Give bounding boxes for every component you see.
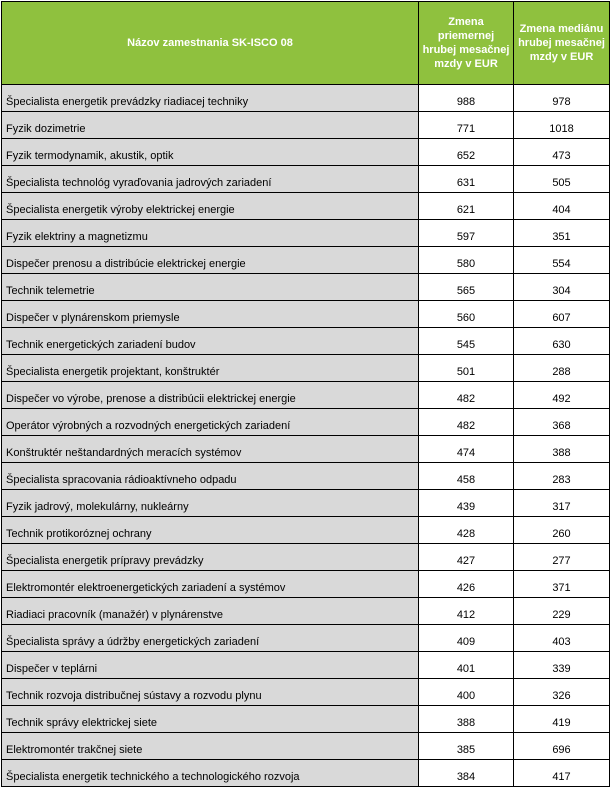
occupation-cell: Elektromontér trakčnej siete	[2, 733, 419, 760]
table-row	[2, 706, 610, 733]
avg-wage-change-cell: 631	[419, 166, 514, 193]
avg-wage-change-cell: 482	[419, 382, 514, 409]
occupation-cell: Špecialista energetik prevádzky riadiacej techniky	[2, 85, 419, 112]
table-row	[2, 598, 610, 625]
avg-wage-change-cell: 401	[419, 652, 514, 679]
median-wage-change-cell: 368	[514, 409, 610, 436]
occupation-cell: Technik správy elektrickej siete	[2, 706, 419, 733]
avg-wage-change-cell: 988	[419, 85, 514, 112]
median-wage-change-cell: 260	[514, 517, 610, 544]
table-row	[2, 247, 610, 274]
median-wage-change-cell: 371	[514, 571, 610, 598]
table-row	[2, 733, 610, 760]
avg-wage-change-cell: 771	[419, 112, 514, 139]
salary-change-table	[1, 1, 610, 787]
occupation-cell: Dispečer prenosu a distribúcie elektrickej energie	[2, 247, 419, 274]
table-row	[2, 679, 610, 706]
avg-wage-change-cell: 439	[419, 490, 514, 517]
occupation-cell: Elektromontér elektroenergetických zariadení a systémov	[2, 571, 419, 598]
median-wage-change-cell: 288	[514, 355, 610, 382]
median-wage-change-cell: 229	[514, 598, 610, 625]
median-wage-change-cell: 554	[514, 247, 610, 274]
occupation-cell: Technik telemetrie	[2, 274, 419, 301]
column-header-occupation: Názov zamestnania SK-ISCO 08	[2, 2, 419, 85]
avg-wage-change-cell: 426	[419, 571, 514, 598]
median-wage-change-cell: 388	[514, 436, 610, 463]
table-row	[2, 355, 610, 382]
occupation-cell: Technik protikoróznej ochrany	[2, 517, 419, 544]
occupation-cell: Technik rozvoja distribučnej sústavy a rozvodu plynu	[2, 679, 419, 706]
table-row	[2, 652, 610, 679]
occupation-cell: Špecialista energetik výroby elektrickej energie	[2, 193, 419, 220]
occupation-cell: Fyzik jadrový, molekulárny, nukleárny	[2, 490, 419, 517]
occupation-cell: Špecialista energetik technického a technologického rozvoja	[2, 760, 419, 787]
median-wage-change-cell: 417	[514, 760, 610, 787]
table-row	[2, 382, 610, 409]
occupation-cell: Dispečer vo výrobe, prenose a distribúcii elektrickej energie	[2, 382, 419, 409]
table-row	[2, 760, 610, 787]
median-wage-change-cell: 505	[514, 166, 610, 193]
table-row	[2, 301, 610, 328]
avg-wage-change-cell: 474	[419, 436, 514, 463]
table-row	[2, 409, 610, 436]
avg-wage-change-cell: 501	[419, 355, 514, 382]
table-row	[2, 328, 610, 355]
avg-wage-change-cell: 545	[419, 328, 514, 355]
avg-wage-change-cell: 428	[419, 517, 514, 544]
column-header-avg-wage-change: Zmena priemernej hrubej mesačnej mzdy v EUR	[419, 2, 514, 85]
avg-wage-change-cell: 409	[419, 625, 514, 652]
median-wage-change-cell: 277	[514, 544, 610, 571]
avg-wage-change-cell: 400	[419, 679, 514, 706]
avg-wage-change-cell: 621	[419, 193, 514, 220]
median-wage-change-cell: 351	[514, 220, 610, 247]
occupation-cell: Technik energetických zariadení budov	[2, 328, 419, 355]
median-wage-change-cell: 403	[514, 625, 610, 652]
occupation-cell: Špecialista energetik projektant, konštruktér	[2, 355, 419, 382]
median-wage-change-cell: 607	[514, 301, 610, 328]
median-wage-change-cell: 1018	[514, 112, 610, 139]
occupation-cell: Dispečer v plynárenskom priemysle	[2, 301, 419, 328]
occupation-cell: Operátor výrobných a rozvodných energetických zariadení	[2, 409, 419, 436]
avg-wage-change-cell: 412	[419, 598, 514, 625]
avg-wage-change-cell: 388	[419, 706, 514, 733]
avg-wage-change-cell: 385	[419, 733, 514, 760]
table-row	[2, 517, 610, 544]
median-wage-change-cell: 339	[514, 652, 610, 679]
median-wage-change-cell: 283	[514, 463, 610, 490]
table-row	[2, 166, 610, 193]
median-wage-change-cell: 404	[514, 193, 610, 220]
avg-wage-change-cell: 652	[419, 139, 514, 166]
table-header-row	[2, 2, 610, 85]
median-wage-change-cell: 473	[514, 139, 610, 166]
avg-wage-change-cell: 427	[419, 544, 514, 571]
avg-wage-change-cell: 482	[419, 409, 514, 436]
avg-wage-change-cell: 384	[419, 760, 514, 787]
median-wage-change-cell: 304	[514, 274, 610, 301]
median-wage-change-cell: 696	[514, 733, 610, 760]
table-row	[2, 544, 610, 571]
column-header-median-wage-change: Zmena mediánu hrubej mesačnej mzdy v EUR	[514, 2, 610, 85]
table-row	[2, 139, 610, 166]
occupation-cell: Špecialista energetik prípravy prevádzky	[2, 544, 419, 571]
occupation-cell: Konštruktér neštandardných meracích systémov	[2, 436, 419, 463]
median-wage-change-cell: 630	[514, 328, 610, 355]
table-row	[2, 274, 610, 301]
table-row	[2, 220, 610, 247]
occupation-cell: Fyzik termodynamik, akustik, optik	[2, 139, 419, 166]
median-wage-change-cell: 492	[514, 382, 610, 409]
table-row	[2, 112, 610, 139]
table-row	[2, 571, 610, 598]
occupation-cell: Špecialista správy a údržby energetických zariadení	[2, 625, 419, 652]
median-wage-change-cell: 317	[514, 490, 610, 517]
table-row	[2, 85, 610, 112]
median-wage-change-cell: 326	[514, 679, 610, 706]
avg-wage-change-cell: 560	[419, 301, 514, 328]
occupation-cell: Špecialista spracovania rádioaktívneho odpadu	[2, 463, 419, 490]
occupation-cell: Špecialista technológ vyraďovania jadrových zariadení	[2, 166, 419, 193]
occupation-cell: Riadiaci pracovník (manažér) v plynárenstve	[2, 598, 419, 625]
occupation-cell: Dispečer v teplárni	[2, 652, 419, 679]
table-row	[2, 193, 610, 220]
avg-wage-change-cell: 580	[419, 247, 514, 274]
table-row	[2, 625, 610, 652]
table-row	[2, 490, 610, 517]
avg-wage-change-cell: 597	[419, 220, 514, 247]
table-body	[2, 85, 610, 787]
table-row	[2, 463, 610, 490]
median-wage-change-cell: 978	[514, 85, 610, 112]
avg-wage-change-cell: 458	[419, 463, 514, 490]
avg-wage-change-cell: 565	[419, 274, 514, 301]
median-wage-change-cell: 419	[514, 706, 610, 733]
occupation-cell: Fyzik elektriny a magnetizmu	[2, 220, 419, 247]
occupation-cell: Fyzik dozimetrie	[2, 112, 419, 139]
table-row	[2, 436, 610, 463]
